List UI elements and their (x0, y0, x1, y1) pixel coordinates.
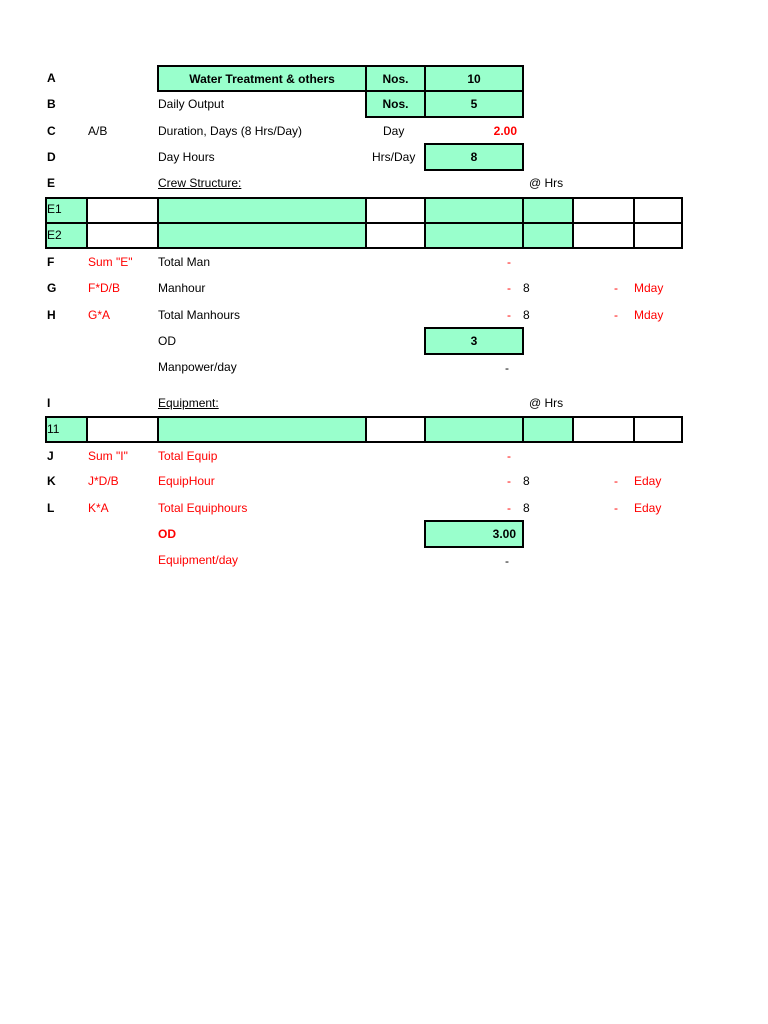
manhour-value: - (507, 281, 511, 295)
crew-row-id: E1 (47, 202, 62, 216)
daily-output-label: Daily Output (158, 97, 225, 111)
daily-output-unit-cell[interactable]: Nos. (365, 90, 426, 118)
total-equiphours-hrs: 8 (523, 501, 530, 515)
total-equiphours-unit: Eday (634, 501, 662, 515)
formula-h: G*A (88, 308, 111, 322)
od-equipment-label: OD (158, 527, 176, 541)
title-cell[interactable]: Water Treatment & others (157, 65, 367, 92)
row-letter-f: F (47, 255, 55, 269)
equipment-per-day-label: Equipment/day (158, 553, 239, 567)
formula-f: Sum "E" (88, 255, 133, 269)
od-equipment-cell[interactable]: 3.00 (424, 520, 524, 548)
row-letter-e: E (47, 176, 56, 190)
crew-qty-cell[interactable] (86, 222, 159, 249)
total-equiphours-value: - (507, 501, 511, 515)
row-letter-i: I (47, 396, 51, 410)
total-equiphours-eday-value: - (614, 501, 618, 515)
crew-cell[interactable] (572, 197, 635, 224)
crew-desc-cell[interactable] (157, 197, 367, 224)
row-letter-g: G (47, 281, 57, 295)
crew-desc-cell[interactable] (157, 222, 367, 249)
crew-cell[interactable] (365, 197, 426, 224)
crew-qty-cell[interactable] (86, 197, 159, 224)
row-letter-b: B (47, 97, 56, 111)
total-manhours-mday-value: - (614, 308, 618, 322)
formula-k: J*D/B (88, 474, 119, 488)
formula-c: A/B (88, 124, 108, 138)
row-letter-h: H (47, 308, 56, 322)
unit-nos-cell[interactable]: Nos. (365, 65, 426, 92)
crew-cell[interactable] (365, 222, 426, 249)
equipment-qty-cell[interactable] (86, 416, 159, 443)
crew-structure-heading: Crew Structure: (158, 176, 242, 190)
manpower-per-day-label: Manpower/day (158, 360, 237, 374)
duration-label: Duration, Days (8 Hrs/Day) (158, 124, 303, 138)
equiphour-unit: Eday (634, 474, 662, 488)
equipment-hours-cell[interactable] (522, 416, 574, 443)
duration-value: 2.00 (493, 124, 517, 138)
crew-hours-cell[interactable] (522, 222, 574, 249)
equipment-heading: Equipment: (158, 396, 219, 410)
equiphour-label: EquipHour (158, 474, 215, 488)
row-letter-j: J (47, 449, 54, 463)
duration-unit: Day (383, 124, 405, 138)
daily-output-cell[interactable]: 5 (424, 90, 524, 118)
row-letter-k: K (47, 474, 56, 488)
equipment-cell[interactable] (424, 416, 524, 443)
manpower-per-day-value: - (505, 361, 509, 375)
row-letter-l: L (47, 501, 55, 515)
row-letter-d: D (47, 150, 56, 164)
crew-cell[interactable] (572, 222, 635, 249)
day-hours-unit: Hrs/Day (372, 150, 416, 164)
equipment-cell[interactable] (633, 416, 683, 443)
day-hours-label: Day Hours (158, 150, 215, 164)
manhour-unit: Mday (634, 281, 664, 295)
crew-cell[interactable] (633, 222, 683, 249)
crew-hours-cell[interactable] (522, 197, 574, 224)
total-man-label: Total Man (158, 255, 211, 269)
equiphour-eday-value: - (614, 474, 618, 488)
equipment-cell[interactable] (572, 416, 635, 443)
manhour-label: Manhour (158, 281, 206, 295)
od-manpower-cell[interactable]: 3 (424, 327, 524, 355)
crew-at-hrs-label: @ Hrs (529, 176, 564, 190)
row-letter-c: C (47, 124, 56, 138)
quantity-cell[interactable]: 10 (424, 65, 524, 92)
manhour-hrs: 8 (523, 281, 530, 295)
total-manhours-unit: Mday (634, 308, 664, 322)
formula-g: F*D/B (88, 281, 121, 295)
total-equip-value: - (507, 449, 511, 463)
equipment-row-id: 11 (47, 422, 60, 436)
formula-j: Sum "I" (88, 449, 128, 463)
total-manhours-label: Total Manhours (158, 308, 241, 322)
equipment-cell[interactable] (365, 416, 426, 443)
equipment-at-hrs-label: @ Hrs (529, 396, 564, 410)
total-manhours-value: - (507, 308, 511, 322)
crew-cell[interactable] (424, 197, 524, 224)
crew-row-id: E2 (47, 228, 62, 242)
day-hours-cell[interactable]: 8 (424, 143, 524, 171)
equiphour-value: - (507, 474, 511, 488)
equipment-desc-cell[interactable] (157, 416, 367, 443)
total-manhours-hrs: 8 (523, 308, 530, 322)
crew-cell[interactable] (633, 197, 683, 224)
equiphour-hrs: 8 (523, 474, 530, 488)
crew-cell[interactable] (424, 222, 524, 249)
total-man-value: - (507, 255, 511, 269)
equipment-per-day-value: - (505, 554, 509, 568)
total-equip-label: Total Equip (158, 449, 218, 463)
od-manpower-label: OD (158, 334, 176, 348)
total-equiphours-label: Total Equiphours (158, 501, 248, 515)
formula-l: K*A (88, 501, 109, 515)
manhour-mday-value: - (614, 281, 618, 295)
row-letter-a: A (47, 71, 56, 85)
